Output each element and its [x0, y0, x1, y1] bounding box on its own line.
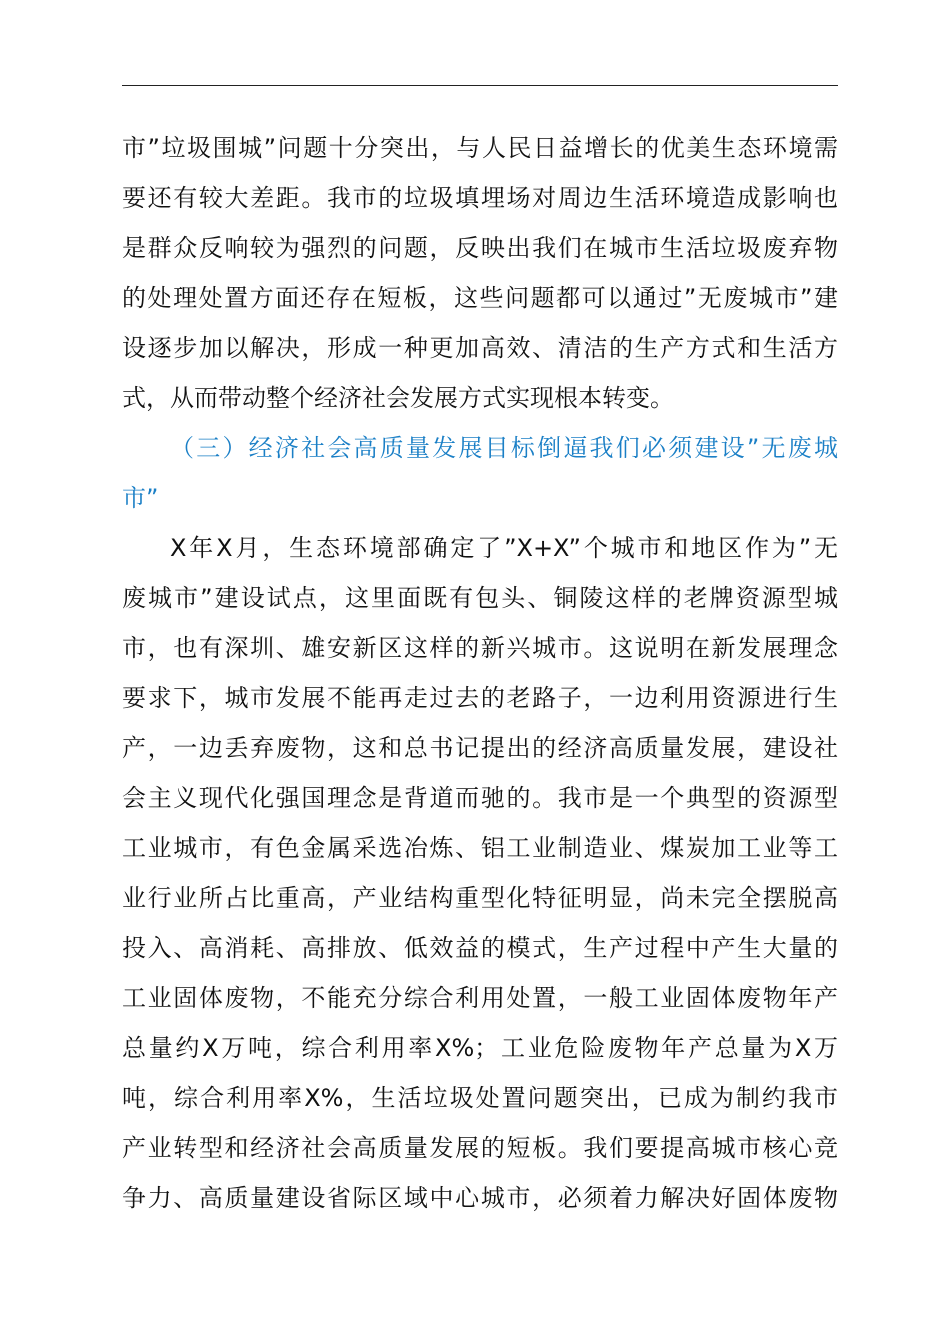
- text-line: 产业转型和经济社会高质量发展的短板。我们要提高城市核心竞: [122, 1134, 838, 1162]
- text-line: 会主义现代化强国理念是背道而驰的。我市是一个典型的资源型: [122, 784, 838, 812]
- text-line: 产，一边丢弃废物，这和总书记提出的经济高质量发展，建设社: [122, 734, 838, 762]
- section-heading-3: [122, 423, 838, 523]
- heading-line: （三）经济社会高质量发展目标倒逼我们必须建设”无废城: [170, 434, 838, 462]
- text-line: 式，从而带动整个经济社会发展方式实现根本转变。: [122, 384, 674, 412]
- text-line: X年X月，生态环境部确定了”X+X”个城市和地区作为”无: [170, 534, 838, 562]
- text-line: 市”垃圾围城”问题十分突出，与人民日益增长的优美生态环境需: [122, 134, 838, 162]
- text-line: 设逐步加以解决，形成一种更加高效、清洁的生产方式和生活方: [122, 334, 838, 362]
- text-line: 业行业所占比重高，产业结构重型化特征明显，尚未完全摆脱高: [122, 884, 838, 912]
- paragraph-waste-siege: [122, 123, 838, 423]
- text-line: 要求下，城市发展不能再走过去的老路子，一边利用资源进行生: [122, 684, 838, 712]
- text-line: 是群众反响较为强烈的问题，反映出我们在城市生活垃圾废弃物: [122, 234, 838, 262]
- text-line: 废城市”建设试点，这里面既有包头、铜陵这样的老牌资源型城: [122, 584, 838, 612]
- paragraph-pilot-cities: [122, 523, 838, 1223]
- text-line: 争力、高质量建设省际区域中心城市，必须着力解决好固体废物: [122, 1184, 838, 1212]
- heading-line: 市”: [122, 484, 159, 512]
- text-line: 的处理处置方面还存在短板，这些问题都可以通过”无废城市”建: [122, 284, 838, 312]
- text-line: 吨，综合利用率X%，生活垃圾处置问题突出，已成为制约我市: [122, 1084, 838, 1112]
- text-line: 投入、高消耗、高排放、低效益的模式，生产过程中产生大量的: [122, 934, 838, 962]
- text-line: 工业城市，有色金属采选冶炼、铝工业制造业、煤炭加工业等工: [122, 834, 838, 862]
- text-line: 总量约X万吨，综合利用率X%；工业危险废物年产总量为X万: [122, 1034, 838, 1062]
- text-line: 要还有较大差距。我市的垃圾填埋场对周边生活环境造成影响也: [122, 184, 838, 212]
- document-body: [122, 123, 838, 1223]
- text-line: 市，也有深圳、雄安新区这样的新兴城市。这说明在新发展理念: [122, 634, 838, 662]
- header-rule: [122, 85, 838, 86]
- text-line: 工业固体废物，不能充分综合利用处置，一般工业固体废物年产: [122, 984, 838, 1012]
